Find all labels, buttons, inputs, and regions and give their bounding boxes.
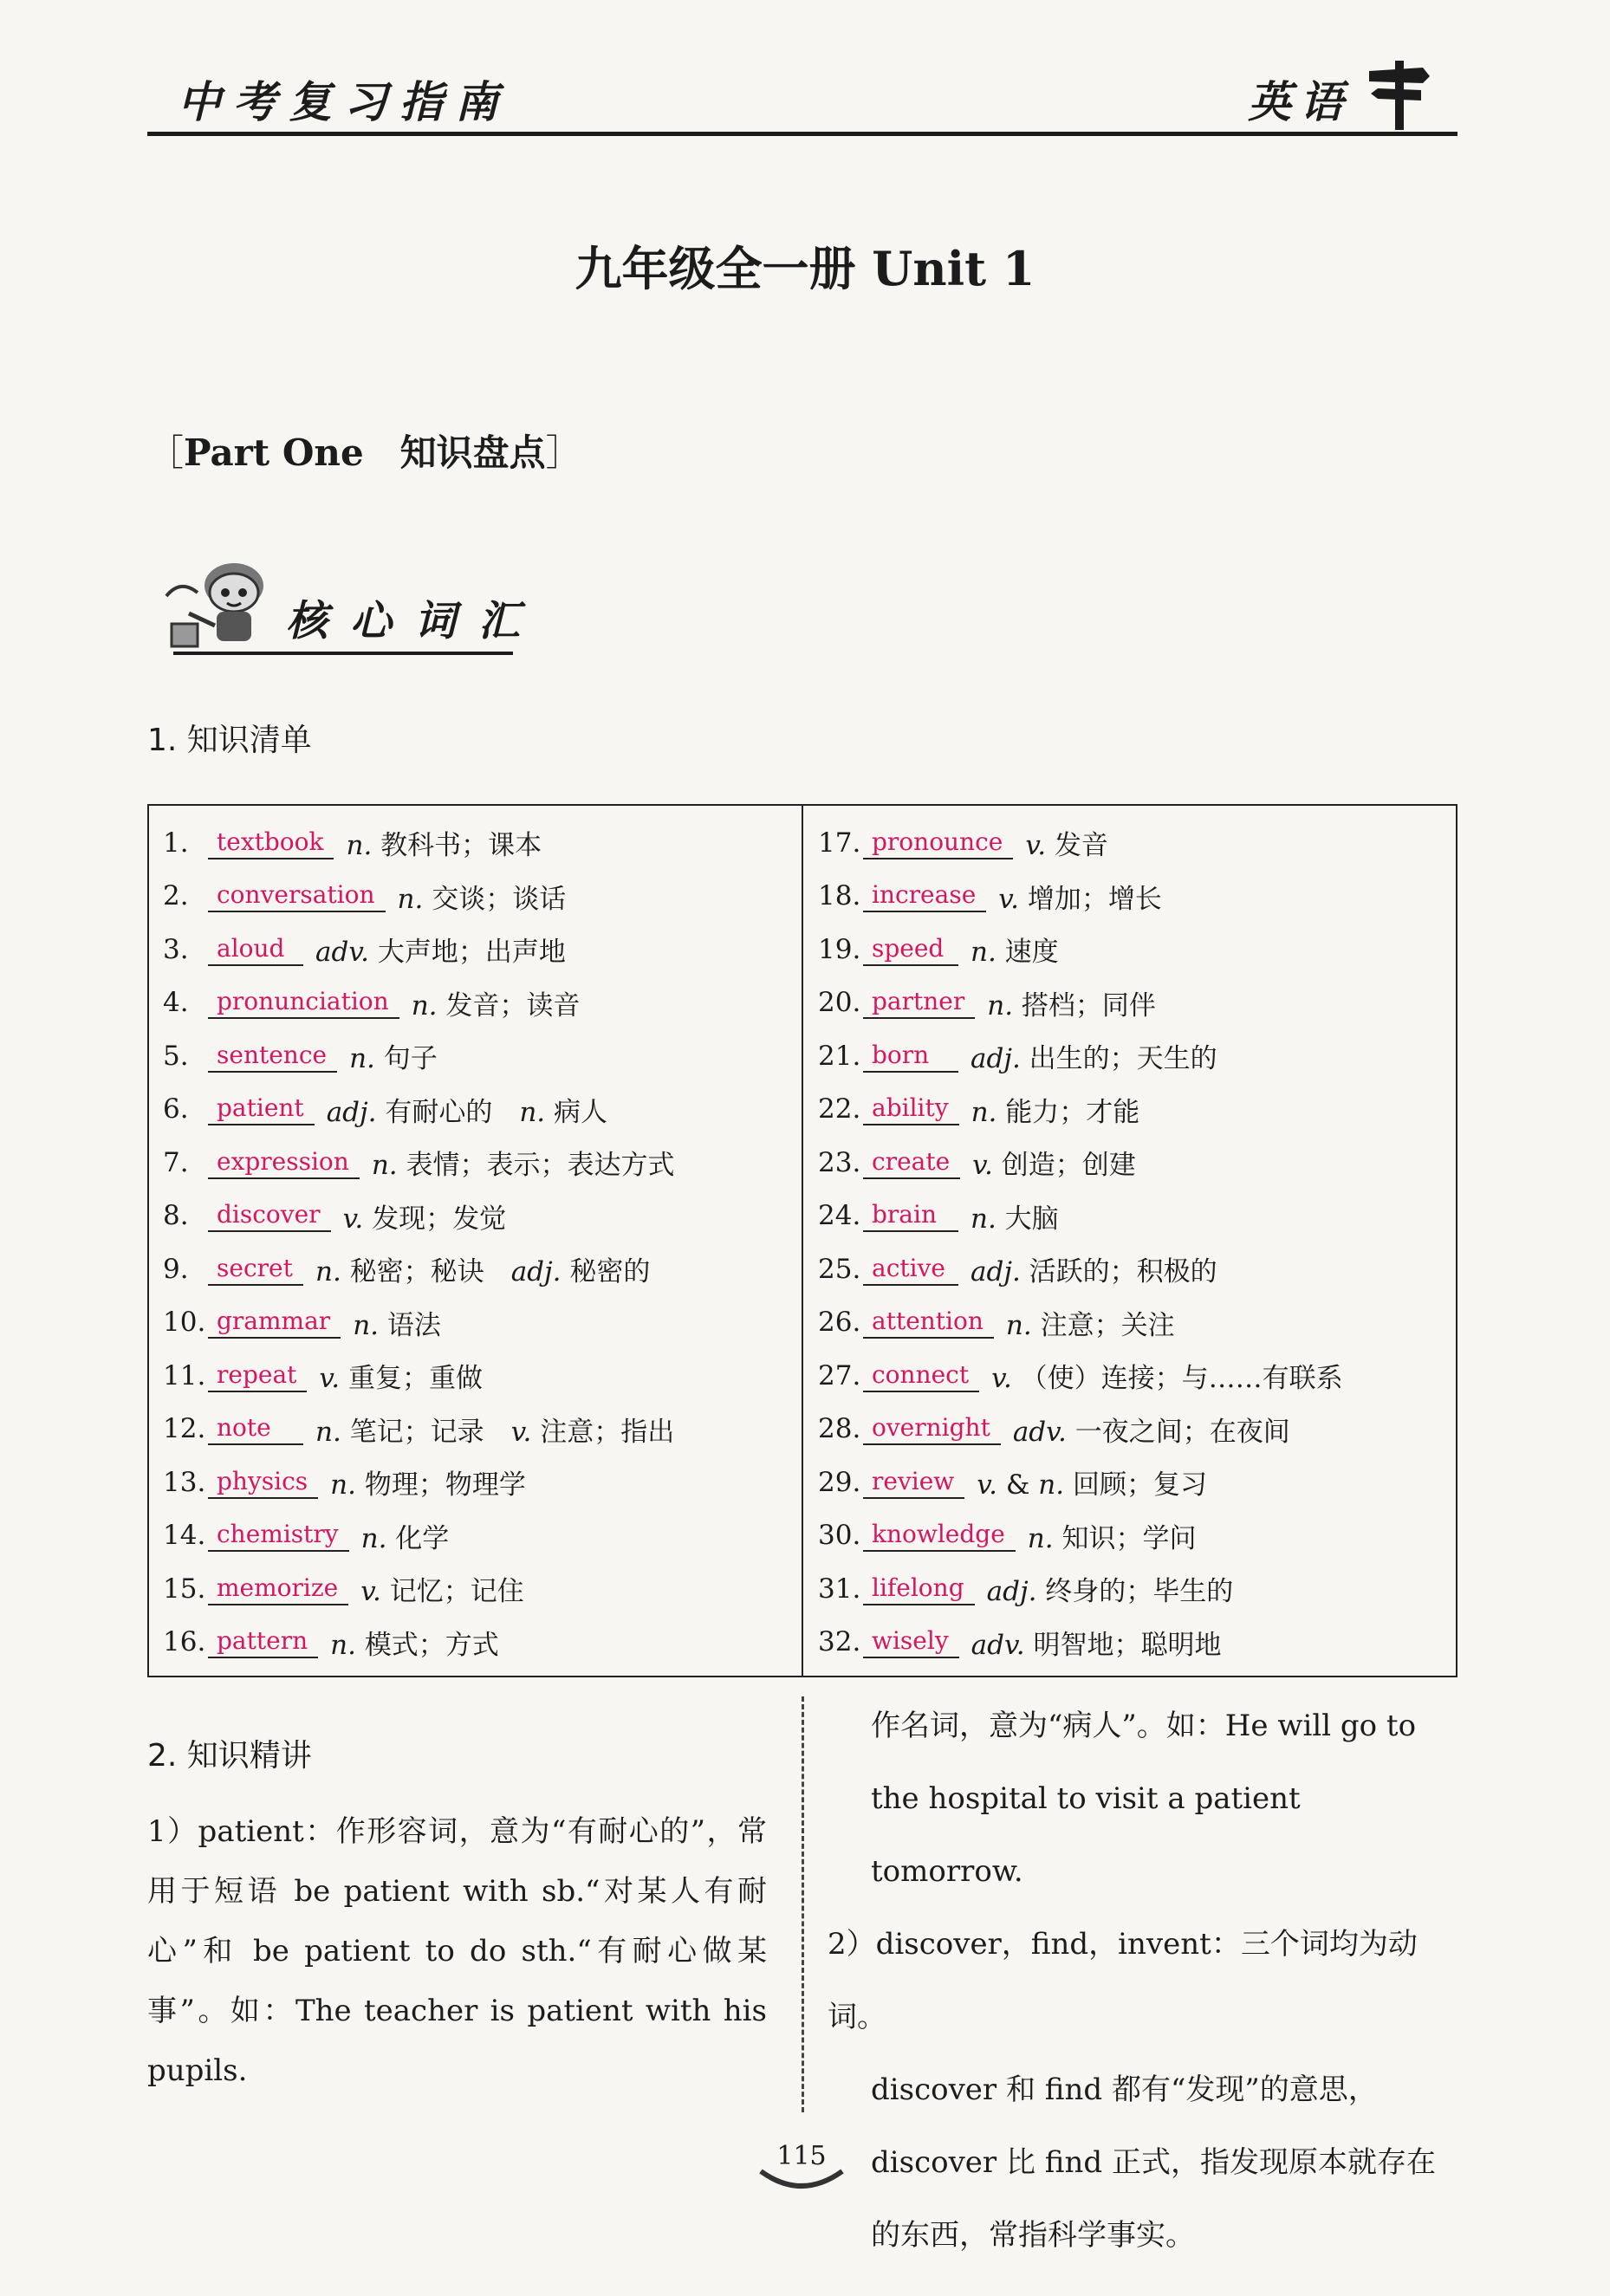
vocabulary-answer: sentence: [208, 1040, 337, 1073]
vocabulary-definition: n. 模式；方式: [330, 1629, 499, 1661]
explanation-patient-continued: 作名词，意为“病人”。如：He will go to the hospital to visit a patient tomorrow.: [871, 1709, 1417, 1889]
part-of-speech: n.: [971, 1203, 997, 1235]
vocabulary-table-divider: [802, 804, 803, 1677]
vocabulary-answer: partner: [863, 986, 975, 1019]
part-of-speech: n.: [987, 989, 1014, 1022]
vocabulary-answer: brain: [863, 1199, 958, 1232]
vocabulary-answer: conversation: [208, 879, 386, 912]
vocabulary-row: [818, 1403, 1343, 1456]
vocabulary-answer: pronunciation: [208, 986, 399, 1019]
vocabulary-row: [818, 1616, 1343, 1670]
vocabulary-answer: wisely: [863, 1625, 959, 1658]
vocabulary-answer: connect: [863, 1359, 979, 1392]
vocabulary-number: 28.: [818, 1413, 861, 1445]
vocabulary-row: [818, 1083, 1343, 1137]
vocabulary-row: [163, 923, 675, 976]
vocabulary-answer: aloud: [208, 933, 303, 966]
vocabulary-row: [818, 1349, 1343, 1403]
vocabulary-definition: adj. 出生的；天生的: [971, 1043, 1217, 1075]
vocabulary-answer: discover: [208, 1199, 331, 1232]
vocabulary-answer: memorize: [208, 1573, 348, 1605]
part-of-speech: n.: [353, 1309, 380, 1341]
signpost-icon: [1360, 54, 1438, 132]
vocabulary-answer: textbook: [208, 827, 334, 859]
vocabulary-number: 22.: [818, 1093, 861, 1125]
part-of-speech: n.: [360, 1522, 387, 1554]
vocabulary-definition: n. 句子: [349, 1043, 438, 1075]
vocabulary-number: 21.: [818, 1040, 861, 1072]
page-title: 九年级全一册 Unit 1: [575, 241, 1035, 296]
vocabulary-answer: born: [863, 1040, 958, 1073]
vocabulary-row: [818, 1029, 1343, 1083]
vocabulary-answer: grammar: [208, 1306, 341, 1339]
vocabulary-answer: physics: [208, 1466, 318, 1499]
vocabulary-definition: adj. 终身的；毕生的: [986, 1576, 1234, 1608]
vocabulary-row: [163, 816, 675, 870]
part-of-speech: n.: [1005, 1309, 1032, 1341]
vocabulary-answer: speed: [863, 933, 958, 966]
vocabulary-answer: create: [863, 1146, 960, 1179]
vocabulary-column-left: [163, 816, 675, 1669]
vocabulary-row: [163, 1349, 675, 1403]
vocabulary-row: [818, 1562, 1343, 1616]
part-of-speech: n.: [397, 883, 424, 915]
vocabulary-answer: expression: [208, 1146, 360, 1179]
vocabulary-definition: n. 笔记；记录 v. 注意；指出: [315, 1416, 675, 1448]
vocabulary-row: [818, 1296, 1343, 1350]
explanation-patient: 1）patient：作形容词，意为“有耐心的”，常用于短语 be patient with sb.“对某人有耐心”和 be patient to do sth.“有耐心做某事”。如：The teacher is patient with his pupils.: [147, 1814, 767, 2088]
vocabulary-definition: v. & n. 回顾；复习: [977, 1469, 1207, 1501]
part-of-speech: n.: [411, 989, 438, 1022]
vocabulary-row: [818, 1242, 1343, 1296]
vocabulary-number: 16.: [163, 1626, 206, 1658]
vocabulary-number: 3.: [163, 933, 189, 965]
part-of-speech: n.: [330, 1629, 356, 1661]
vocabulary-definition: v. 发现；发觉: [342, 1203, 507, 1235]
header-rule: [147, 132, 1457, 136]
vocabulary-row: [818, 1190, 1343, 1243]
vocabulary-number: 19.: [818, 933, 861, 965]
vocabulary-definition: v. 创造；创建: [972, 1150, 1136, 1182]
vocabulary-row: [818, 1456, 1343, 1509]
vocabulary-definition: n. 化学: [360, 1522, 450, 1554]
part-of-speech: v.: [1025, 830, 1047, 862]
vocabulary-answer: pronounce: [863, 827, 1013, 859]
vocabulary-number: 12.: [163, 1413, 206, 1445]
part-of-speech: v.: [360, 1576, 381, 1608]
vocabulary-definition: n. 搭档；同伴: [987, 989, 1156, 1022]
page-number: 115: [776, 2141, 827, 2171]
vocabulary-answer: increase: [863, 879, 986, 912]
vocabulary-answer: review: [863, 1466, 964, 1499]
vocabulary-definition: adj. 活跃的；积极的: [971, 1256, 1217, 1288]
part-of-speech: n.: [1038, 1469, 1065, 1501]
vocabulary-row: [163, 1029, 675, 1083]
vocabulary-number: 5.: [163, 1040, 189, 1072]
part-of-speech: v.: [977, 1469, 997, 1501]
part-of-speech: adj.: [986, 1576, 1037, 1608]
vocabulary-definition: n. 发音；读音: [411, 989, 581, 1022]
vocabulary-answer: note: [208, 1412, 303, 1445]
vocabulary-answer: ability: [863, 1093, 959, 1125]
part-heading: [147, 425, 582, 477]
vocabulary-row: [818, 1509, 1343, 1563]
vocabulary-answer: knowledge: [863, 1519, 1016, 1552]
part-of-speech: n.: [315, 1256, 341, 1288]
vocabulary-number: 18.: [818, 880, 861, 912]
vocabulary-number: 15.: [163, 1573, 206, 1605]
vocabulary-row: [163, 870, 675, 924]
vocabulary-answer: attention: [863, 1306, 994, 1339]
vocabulary-definition: n. 秘密；秘诀 adj. 秘密的: [315, 1256, 651, 1288]
vocabulary-row: [163, 1562, 675, 1616]
section-banner-core-vocabulary: 核心词汇: [286, 597, 543, 645]
explanation-right-column: [828, 1690, 1458, 2272]
vocabulary-answer: chemistry: [208, 1519, 349, 1552]
vocabulary-number: 14.: [163, 1520, 206, 1552]
vocabulary-definition: v. 重复；重做: [319, 1363, 483, 1395]
vocabulary-definition: v. 发音: [1025, 830, 1108, 862]
vocabulary-definition: n. 交谈；谈话: [397, 883, 567, 915]
vocabulary-number: 25.: [818, 1253, 861, 1285]
bracket-open: ［: [147, 431, 185, 474]
vocabulary-row: [818, 816, 1343, 870]
vocabulary-number: 30.: [818, 1520, 861, 1552]
vocabulary-definition: n. 速度: [971, 937, 1059, 969]
vocabulary-definition: adv. 一夜之间；在夜间: [1012, 1416, 1290, 1448]
vocabulary-definition: adv. 大声地；出声地: [315, 937, 566, 969]
vocabulary-number: 23.: [818, 1146, 861, 1178]
vocabulary-row: [163, 976, 675, 1030]
vocabulary-number: 32.: [818, 1626, 861, 1658]
column-divider-dashed: [802, 1696, 804, 2112]
mascot-icon: [154, 553, 284, 657]
vocabulary-number: 29.: [818, 1466, 861, 1498]
vocabulary-definition: n. 表情；表示；表达方式: [371, 1150, 675, 1182]
vocabulary-answer: lifelong: [863, 1573, 975, 1605]
vocabulary-definition: n. 知识；学问: [1027, 1522, 1197, 1554]
bracket-close: ］: [545, 431, 582, 474]
part-of-speech: n.: [971, 1096, 997, 1128]
vocabulary-definition: v. 增加；增长: [998, 883, 1162, 915]
explanation-discover-body: discover 和 find 都有“发现”的意思，discover 比 find 正式，指发现原本就存在的东西，常指科学事实。: [871, 2072, 1436, 2253]
vocabulary-number: 17.: [818, 827, 861, 859]
vocabulary-number: 10.: [163, 1307, 206, 1339]
vocabulary-number: 2.: [163, 880, 189, 912]
part-of-speech: n.: [519, 1096, 546, 1128]
vocabulary-number: 6.: [163, 1093, 189, 1125]
vocabulary-row: [163, 1242, 675, 1296]
vocabulary-definition: n. 教科书；课本: [346, 830, 542, 862]
part-of-speech: n.: [371, 1150, 398, 1182]
vocabulary-row: [163, 1403, 675, 1456]
vocabulary-number: 9.: [163, 1253, 189, 1285]
vocabulary-answer: patient: [208, 1093, 315, 1125]
vocabulary-row: [163, 1083, 675, 1137]
part-of-speech: adj.: [510, 1256, 562, 1288]
vocabulary-number: 31.: [818, 1573, 861, 1605]
part-of-speech: adv.: [971, 1629, 1025, 1661]
part-of-speech: adv.: [1012, 1416, 1067, 1448]
vocabulary-row: [163, 1456, 675, 1509]
vocabulary-number: 11.: [163, 1359, 206, 1391]
vocabulary-row: [163, 1296, 675, 1350]
part-of-speech: adj.: [971, 1256, 1021, 1288]
part-of-speech: v.: [510, 1416, 532, 1448]
vocabulary-answer: secret: [208, 1253, 303, 1286]
vocabulary-row: [163, 1190, 675, 1243]
vocabulary-row: [163, 1136, 675, 1190]
part-of-speech: v.: [998, 883, 1019, 915]
vocabulary-row: [818, 923, 1343, 976]
vocabulary-number: 27.: [818, 1359, 861, 1391]
vocabulary-number: 8.: [163, 1200, 189, 1232]
part-of-speech: n.: [349, 1043, 375, 1075]
part-of-speech: v.: [991, 1363, 1012, 1395]
vocabulary-row: [163, 1616, 675, 1670]
vocabulary-row: [818, 976, 1343, 1030]
header-book-title: 中考复习指南: [178, 76, 510, 127]
vocabulary-number: 26.: [818, 1307, 861, 1339]
part-of-speech: adj.: [326, 1096, 377, 1128]
vocabulary-answer: repeat: [208, 1359, 307, 1392]
part-of-speech: v.: [972, 1150, 993, 1182]
vocabulary-answer: active: [863, 1253, 958, 1286]
vocabulary-definition: n. 能力；才能: [971, 1096, 1140, 1128]
part-of-speech: n.: [315, 1416, 341, 1448]
vocabulary-answer: overnight: [863, 1412, 1001, 1445]
vocabulary-row: [163, 1509, 675, 1563]
vocabulary-definition: n. 大脑: [971, 1203, 1059, 1235]
vocabulary-definition: v. 记忆；记住: [360, 1576, 524, 1608]
vocabulary-definition: v. （使）连接；与……有联系: [991, 1363, 1343, 1395]
vocabulary-row: [818, 870, 1343, 924]
header-subject: 英语: [1248, 76, 1352, 127]
vocabulary-definition: n. 语法: [353, 1309, 441, 1341]
part-of-speech: adj.: [971, 1043, 1021, 1075]
vocabulary-column-right: [818, 816, 1343, 1669]
vocabulary-definition: n. 物理；物理学: [330, 1469, 526, 1501]
part-of-speech: n.: [1027, 1522, 1054, 1554]
vocabulary-number: 7.: [163, 1146, 189, 1178]
vocabulary-row: [818, 1136, 1343, 1190]
part-of-speech: n.: [346, 830, 373, 862]
vocabulary-definition: adj. 有耐心的 n. 病人: [326, 1096, 608, 1128]
vocabulary-definition: adv. 明智地；聪明地: [971, 1629, 1222, 1661]
part-of-speech: n.: [330, 1469, 356, 1501]
vocabulary-number: 4.: [163, 987, 189, 1019]
subheading-knowledge-explained: 2. 知识精讲: [147, 1738, 312, 1774]
vocabulary-answer: pattern: [208, 1625, 318, 1658]
vocabulary-definition: n. 注意；关注: [1005, 1309, 1175, 1341]
part-of-speech: n.: [971, 937, 997, 969]
part-of-speech: v.: [342, 1203, 364, 1235]
vocabulary-number: 20.: [818, 987, 861, 1019]
part-of-speech: v.: [319, 1363, 341, 1395]
section-banner-underline: [173, 652, 513, 655]
page-number-badge: [754, 2133, 849, 2194]
vocabulary-number: 1.: [163, 827, 189, 859]
part-label: Part One 知识盘点: [184, 431, 546, 474]
part-of-speech: adv.: [315, 937, 370, 969]
subheading-knowledge-list: 1. 知识清单: [147, 723, 312, 758]
vocabulary-number: 24.: [818, 1200, 861, 1232]
explanation-discover-lead: 2）discover，find，invent：三个词均为动词。: [828, 1927, 1418, 2034]
vocabulary-number: 13.: [163, 1466, 206, 1498]
